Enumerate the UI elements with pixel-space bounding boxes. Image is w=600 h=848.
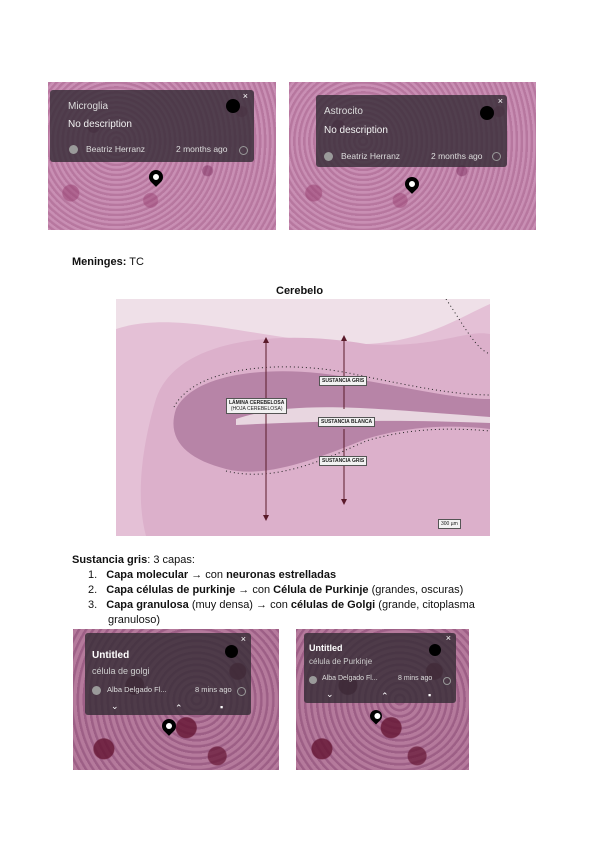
close-icon[interactable]: × [242, 91, 248, 101]
marker-dot[interactable] [429, 644, 441, 656]
label-sustancia-gris-top: SUSTANCIA GRIS [319, 376, 367, 386]
cerebelo-title: Cerebelo [276, 285, 324, 297]
marker-dot[interactable] [225, 645, 238, 658]
popup-title: Untitled [309, 643, 343, 653]
meninges-line [72, 256, 144, 268]
clock-icon [239, 146, 248, 155]
list-bold: Capa molecular [106, 569, 189, 581]
location-pin-icon[interactable] [159, 716, 179, 736]
avatar [69, 145, 78, 154]
avatar [92, 686, 101, 695]
golgi-image [73, 629, 279, 770]
close-icon[interactable]: × [240, 634, 246, 644]
label-sustancia-blanca: SUSTANCIA BLANCA [318, 417, 375, 427]
list-mid: → con [235, 584, 274, 596]
list-item [88, 599, 475, 611]
avatar [309, 676, 317, 684]
list-continuation: granuloso) [108, 614, 160, 626]
chevron-down-icon[interactable]: ⌄ [326, 689, 334, 699]
popup-time: 8 mins ago [195, 685, 232, 694]
list-bold: Capa células de purkinje [106, 584, 236, 596]
clock-icon [443, 677, 451, 685]
list-number: 1. [88, 569, 98, 581]
meninges-value: TC [126, 256, 144, 268]
list-number: 3. [88, 599, 98, 611]
list-item [88, 569, 336, 581]
clock-icon [237, 687, 246, 696]
location-pin-icon[interactable] [146, 167, 166, 187]
popup-time: 2 months ago [176, 144, 228, 154]
label-lamina [226, 398, 287, 414]
trash-icon[interactable]: ▪ [220, 702, 224, 712]
microglia-image [48, 82, 276, 230]
popup-description: célula de Purkinje [309, 657, 373, 666]
popup-author: Alba Delgado Fl... [107, 685, 167, 694]
popup-time: 8 mins ago [398, 675, 433, 682]
popup-title: Microglia [68, 101, 109, 112]
list-bold2: neuronas estrelladas [226, 569, 337, 581]
popup-author: Alba Delgado Fl... [322, 675, 378, 682]
chevron-up-icon[interactable]: ⌃ [381, 691, 389, 701]
close-icon[interactable]: × [497, 96, 503, 106]
list-bold2: células de Golgi [290, 599, 376, 611]
list-tail: (grande, citoplasma [375, 599, 475, 611]
marker-dot[interactable] [226, 99, 240, 113]
purkinje-image [296, 629, 469, 770]
lamina-text: LÁMINA CEREBELOSA [229, 400, 285, 406]
trash-icon[interactable]: ▪ [428, 690, 432, 700]
list-mid: (muy densa) → con [188, 599, 291, 611]
popup-description: No description [68, 119, 132, 130]
label-sustancia-gris-bottom: SUSTANCIA GRIS [319, 456, 367, 466]
sustancia-rest: : 3 capas: [147, 554, 195, 566]
list-item [88, 584, 463, 596]
popup-author: Beatriz Herranz [341, 151, 401, 161]
popup-time: 2 months ago [431, 151, 483, 161]
popup-description: célula de golgi [92, 666, 150, 676]
marker-dot[interactable] [480, 106, 494, 120]
lamina-subtext: (HOJA CEREBELOSA) [230, 406, 283, 412]
cerebelo-figure [116, 299, 490, 536]
clock-icon [492, 152, 501, 161]
annotation-popup [85, 633, 251, 715]
location-pin-icon[interactable] [402, 174, 422, 194]
popup-title: Astrocito [324, 106, 363, 117]
sustancia-label: Sustancia gris [72, 554, 148, 566]
list-bold2: Célula de Purkinje [273, 584, 369, 596]
list-number: 2. [88, 584, 98, 596]
list-mid: → con [188, 569, 227, 581]
meninges-label: Meninges: [72, 256, 127, 268]
astrocito-image [289, 82, 536, 230]
chevron-down-icon[interactable]: ⌄ [111, 701, 119, 711]
annotation-popup [50, 90, 254, 162]
avatar [324, 152, 333, 161]
cerebelo-svg [116, 299, 490, 536]
location-pin-icon[interactable] [368, 708, 385, 725]
chevron-up-icon[interactable]: ⌃ [175, 703, 183, 713]
popup-author: Beatriz Herranz [86, 144, 146, 154]
list-bold: Capa granulosa [106, 599, 189, 611]
sustancia-heading [72, 554, 195, 566]
popup-description: No description [324, 125, 388, 136]
close-icon[interactable]: × [445, 633, 451, 643]
scale-bar: 300 µm [438, 519, 461, 529]
list-tail: (grandes, oscuras) [368, 584, 464, 596]
annotation-popup [316, 95, 507, 167]
popup-title: Untitled [92, 650, 130, 661]
